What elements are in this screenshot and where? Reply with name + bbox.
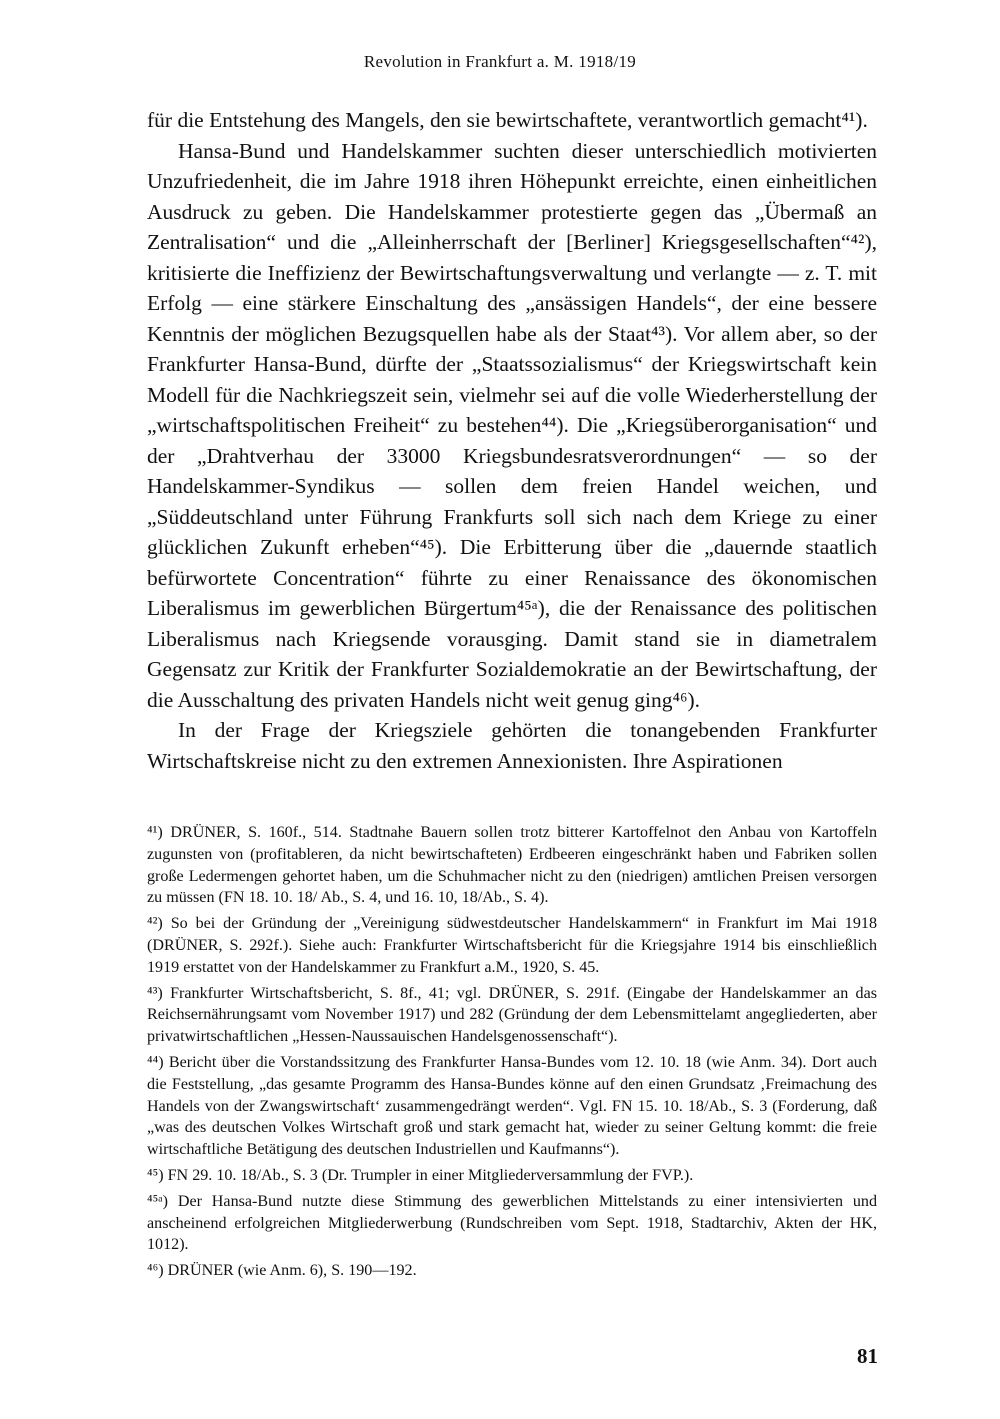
body-paragraph: Hansa-Bund und Handelskammer suchten dieser unterschiedlich motivierten Unzufriedenheit, die im Jahre 1918 ihren Höhepunkt erreichte, einen einheitlichen Ausdruck zu geben. Die Handelskammer protestierte gegen das „Übermaß an Zentralisation“ und die „Alleinherrschaft der [Berliner] Kriegsgesellschaften“⁴²), kritisierte die Ineffizienz der Bewirtschaftungsverwaltung und verlangte — z. T. mit Erfolg — eine stärkere Einschaltung des „ansässigen Handels“, der eine bessere Kenntnis der möglichen Bezugsquellen habe als der Staat⁴³). Vor allem aber, so der Frankfurter Hansa-Bund, dürfte der „Staatssozialismus“ der Kriegswirtschaft kein Modell für die Nachkriegszeit sein, vielmehr sei auf die volle Wiederherstellung der „wirtschaftspolitischen Freiheit“ zu bestehen⁴⁴). Die „Kriegsüberorganisation“ und der „Drahtverhau der 33000 Kriegsbundesratsverordnungen“ — so der Handelskammer-Syndikus — sollen dem freien Handel weichen, und „Süddeutschland unter Führung Frankfurts soll sich nach dem Kriege zu einer glücklichen Zukunft erheben“⁴⁵). Die Erbitterung über die „dauernde staatlich befürwortete Concentration“ führte zu einer Renaissance des ökonomischen Liberalismus im gewerblichen Bürgertum⁴⁵ᵃ), die der Renaissance des politischen Liberalismus nach Kriegsende vorausging. Damit stand sie in diametralem Gegensatz zur Kritik der Frankfurter Sozialdemokratie an der Bewirtschaftung, der die Ausschaltung des privaten Handels nicht weit genug ging⁴⁶).	[147, 138, 877, 712]
footnote-42: ⁴²) So bei der Gründung der „Vereinigung südwestdeutscher Handelskammern“ in Frankfurt im Mai 1918 (DRÜNER, S. 292f.). Siehe auch: Frankfurter Wirtschaftsbericht für die Kriegsjahre 1914 bis einschließlich 1919 erstattet von der Handelskammer zu Frankfurt a.M., 1920, S. 45.	[147, 915, 877, 976]
footnote-45: ⁴⁵) FN 29. 10. 18/Ab., S. 3 (Dr. Trumpler in einer Mitgliederversammlung der FVP.).	[147, 1166, 694, 1184]
footnotes	[147, 822, 877, 1282]
footnote-44: ⁴⁴) Bericht über die Vorstandssitzung des Frankfurter Hansa-Bundes vom 12. 10. 18 (wie Anm. 34). Dort auch die Feststellung, „das gesamte Programm des Hansa-Bundes könne auf den einen Grundsatz ‚Freimachung des Handels von der Zwangswirtschaft‘ zusammengedrängt werden“. Vgl. FN 15. 10. 18/Ab., S. 3 (Forderung, daß „was des deutschen Volkes Wirtschaft groß und stark gemacht hat, wieder zu seiner Geltung kommt: die freie wirtschaftliche Betätigung des deutschen Industriellen und Kaufmanns“).	[147, 1053, 877, 1159]
footnote-43: ⁴³) Frankfurter Wirtschaftsbericht, S. 8f., 41; vgl. DRÜNER, S. 291f. (Eingabe der Handelskammer an das Reichsernährungsamt vom November 1917) und 282 (Gründung der dem Lebensmittelamt angegliederten, aber privatwirtschaftlichen „Hessen-Naussauischen Handelsgenossenschaft“).	[147, 984, 877, 1046]
running-head: Revolution in Frankfurt a. M. 1918/19	[363, 52, 637, 71]
footnote-46: ⁴⁶) DRÜNER (wie Anm. 6), S. 190—192.	[147, 1262, 417, 1280]
footnote-41: ⁴¹) DRÜNER, S. 160f., 514. Stadtnahe Bauern sollen trotz bitterer Kartoffelnot den Anbau von Kartoffeln zugunsten von (profitableren, da nicht bewirtschafteten) Erdbeeren eingeschränkt haben und Fabriken sollen große Ledermengen gehortet haben, um die Schuhmacher nicht zu den (niedrigen) amtlichen Preisen versorgen zu müssen (FN 18. 10. 18/ Ab., S. 4, und 16. 10, 18/Ab., S. 4).	[147, 824, 877, 907]
main-text	[147, 105, 877, 776]
page-number: 81	[857, 1344, 878, 1368]
body-paragraph: In der Frage der Kriegsziele gehörten die tonangebenden Frankfurter Wirtschaftskreise nicht zu den extremen Annexionisten. Ihre Aspirationen	[147, 718, 877, 773]
body-paragraph: für die Entstehung des Mangels, den sie bewirtschaftete, verantwortlich gemacht⁴¹).	[147, 108, 868, 132]
footnote-45a: ⁴⁵ᵃ) Der Hansa-Bund nutzte diese Stimmung des gewerblichen Mittelstands zu einer intensivierten und anscheinend erfolgreichen Mitgliederwerbung (Rundschreiben vom Sept. 1918, Stadtarchiv, Akten der HK, 1012).	[147, 1192, 877, 1254]
